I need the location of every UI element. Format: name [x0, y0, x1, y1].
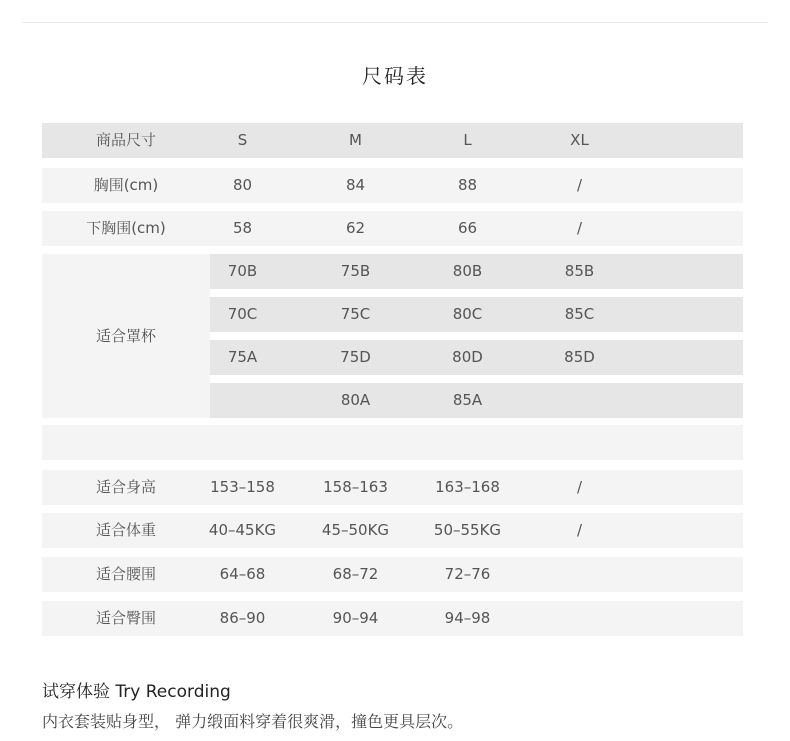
table-cell [522, 383, 637, 418]
table-cell [522, 557, 637, 592]
table-cell: 68–72 [332, 565, 379, 583]
table-cell: 80B [452, 262, 483, 280]
description-text: 内衣套装贴身型， 弹力缎面料穿着很爽滑，撞色更具层次。 [42, 712, 464, 731]
table-cell: 80C [452, 305, 483, 323]
table-cell: 80 [232, 176, 253, 194]
section-title: 试穿体验 Try Recording [42, 682, 231, 702]
table-cell: 85C [564, 305, 595, 323]
row-label: 适合身高 [95, 478, 156, 496]
table-row [42, 470, 743, 505]
page-title: 尺码表 [362, 64, 428, 88]
table-cell: 88 [457, 176, 478, 194]
table-cell: 75C [340, 305, 371, 323]
header-cell: M [349, 131, 362, 149]
row-label: 适合腰围 [95, 565, 156, 583]
table-cell: 58 [232, 219, 253, 237]
row-label: 适合罩杯 [42, 254, 210, 418]
table-cell: / [576, 219, 583, 237]
table-cell: 66 [457, 219, 478, 237]
row-label: 下胸围(cm) [86, 219, 166, 237]
table-cell: 40–45KG [208, 521, 277, 539]
table-row [42, 168, 743, 203]
table-cell: 85A [452, 391, 483, 409]
row-label: 适合体重 [95, 521, 156, 539]
spacer-row [42, 425, 743, 460]
table-cell: 90–94 [332, 609, 379, 627]
table-cell: 50–55KG [433, 521, 502, 539]
cup-row [210, 254, 743, 289]
table-row [42, 513, 743, 548]
table-row [42, 211, 743, 246]
table-cell: 80D [452, 348, 483, 366]
top-divider [22, 22, 768, 23]
row-label: 适合臀围 [95, 609, 156, 627]
table-cell: 84 [345, 176, 366, 194]
table-cell: 75D [340, 348, 371, 366]
table-cell: / [576, 478, 583, 496]
table-cell [522, 601, 637, 636]
table-cell: 45–50KG [321, 521, 390, 539]
table-row [42, 557, 743, 592]
table-cell: 72–76 [444, 565, 491, 583]
table-row [42, 601, 743, 636]
row-label: 胸围(cm) [93, 176, 159, 194]
header-cell: 商品尺寸 [95, 131, 156, 149]
table-cell: 86–90 [219, 609, 266, 627]
table-cell: 75A [227, 348, 258, 366]
table-header-row [42, 123, 743, 158]
table-cell: / [576, 521, 583, 539]
table-cell: 75B [340, 262, 371, 280]
table-cell: 62 [345, 219, 366, 237]
header-cell: S [237, 131, 248, 149]
table-cell [185, 383, 300, 418]
header-cell: L [463, 131, 472, 149]
table-cell: 70C [227, 305, 258, 323]
table-cell: 153–158 [210, 478, 275, 496]
table-cell: 163–168 [435, 478, 500, 496]
cup-row [210, 297, 743, 332]
cup-size-block [42, 254, 743, 418]
table-cell: 64–68 [219, 565, 266, 583]
table-cell: 85D [564, 348, 595, 366]
table-cell: 94–98 [444, 609, 491, 627]
table-cell: 85B [564, 262, 595, 280]
table-cell: 70B [227, 262, 258, 280]
cup-row [210, 340, 743, 375]
table-cell: 80A [340, 391, 371, 409]
cup-row [210, 383, 743, 418]
header-cell: XL [570, 131, 589, 149]
table-cell: / [576, 176, 583, 194]
table-cell: 158–163 [323, 478, 388, 496]
